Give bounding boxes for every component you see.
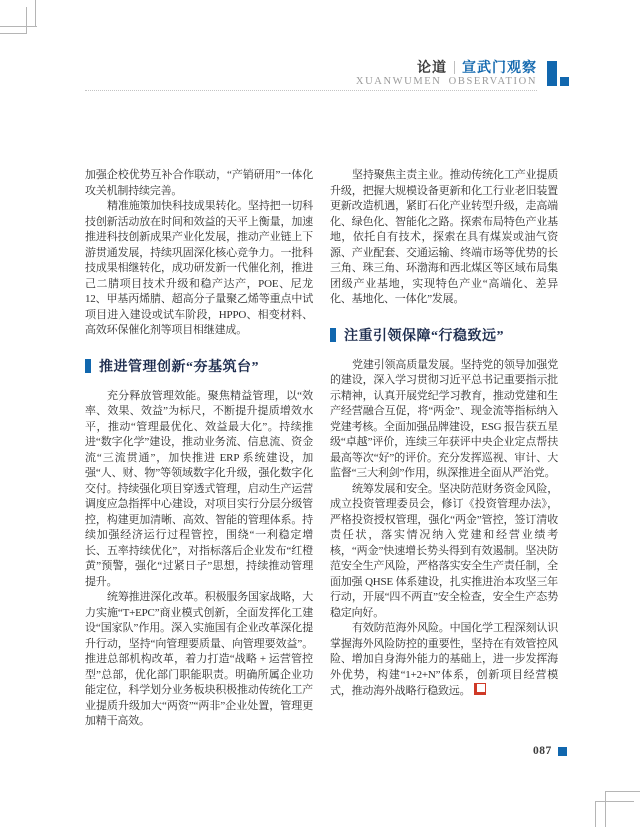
paragraph-tech-transfer: 精准施策加快科技成果转化。坚持把一切科技创新活动放在时间和效益的天平上衡量，加速推进科技创新成果产业化发展，推动产业链上下游贯通发展，持续巩固深化核心竞争力。一批科技成果相继转化，成功研发新一代催化剂，推进己二腈项目技术升级和稳产达产，POE、尼龙 12、甲基丙烯腈、超高分子量聚乙烯等重点中试项目进入建设或试车阶段，HPPO、相变材料、高效环保催化剂等项目相继建成。 xyxy=(85,200,313,336)
header-section-label: 论道 xyxy=(417,61,447,76)
paragraph-reform: 统筹推进深化改革。积极服务国家战略，大力实施“T+EPC”商业模式创新，全面发挥化工建设“国家队”作用。深入实施国有企业改革深化提升行动，坚持“向管理要质量、向管理要效益”。推进总部机构改革，着力打造“战略 + 运营管控型”总部，优化部门职能职责。明确所属企业功能定位，科学划分业务板块积极推动传统化工产业提质升级加大“两资”“两非”企业处置，管理更加精干高效。 xyxy=(85,591,313,727)
paragraph-continuation: 加强企校优势互补合作联动，“产销研用”一体化攻关机制持续完善。 xyxy=(85,169,313,197)
header-accent-bar xyxy=(547,61,557,86)
article-end-icon xyxy=(474,683,486,695)
section-heading-management xyxy=(85,356,313,376)
heading-marker-icon xyxy=(85,359,91,373)
footer-accent-square-icon xyxy=(558,747,567,756)
page-footer xyxy=(533,745,567,757)
corner-decoration-bottom-right xyxy=(605,791,640,792)
corner-decoration-top-left xyxy=(0,26,37,27)
right-text-column xyxy=(330,168,558,700)
paragraph-party-building: 党建引领高质量发展。坚持党的领导加强党的建设，深入学习贯彻习近平总书记重要指示批示精神，认真开展党纪学习教育，推动党建和生产经营融合互促，将“两金”、现金流等指标纳入党建考核。全面加强品牌建设，ESG 报告获五星级“卓越”评价，连续三年获评中央企业定点帮扶最高等次“好”的评价。充分发挥巡视、审计、大监督“三大利剑”作用，纵深推进全面从严治党。 xyxy=(330,358,558,479)
heading-marker-icon xyxy=(330,328,336,342)
section-heading-text: 注重引领保障“行稳致远” xyxy=(344,328,504,344)
corner-decoration-bottom-right xyxy=(595,801,634,802)
corner-decoration-bottom-right xyxy=(605,791,606,827)
paragraph-efficiency: 充分释放管理效能。聚焦精益管理，以“效率、效果、效益”为标尺，不断提升提质增效水平，推动“管理最优化、效益最大化”。持续推进“数字化学”建设，推动业务流、信息流、资金流“三流贯通”，加快推进 ERP 系统建设，加强“人、财、物”等领域数字化升级，强化数字化交付。持续强化项目穿透式管理，启动生产运营调度应急指挥中心建设，对项目实行分层分级管控，构建更加清晰、高效、智能的管理体系。持续加强经济运行过程管控，围绕“一利稳定增长、五率持续优化”，对指标落后企业发布“红橙黄”预警，强化“过紧日子”思想，持续推动管理提升。 xyxy=(85,389,313,588)
header-title-english: XUANWUMEN OBSERVATION xyxy=(355,76,537,87)
corner-decoration-bottom-right xyxy=(595,801,596,827)
title-divider xyxy=(454,61,455,74)
section-heading-guidance xyxy=(330,325,558,345)
header-dotted-rule xyxy=(85,90,537,91)
header-accent-square xyxy=(560,77,569,86)
corner-decoration-top-left xyxy=(0,33,27,34)
left-text-column xyxy=(85,168,313,730)
corner-decoration-top-left xyxy=(26,7,27,34)
page-number: 087 xyxy=(533,745,552,757)
header-column-title: 宣武门观察 xyxy=(462,61,537,76)
corner-decoration-top-left xyxy=(35,0,36,27)
paragraph-overseas-text: 有效防范海外风险。中国化学工程深刻认识掌握海外风险防控的重要性，坚持在有效管控风险、增加自身海外能力的基础上，进一步发挥海外优势，构建“1+2+N”体系，创新项目经营模式，推动海外战略行稳致远。 xyxy=(330,622,558,697)
paragraph-main-business: 坚持聚焦主责主业。推动传统化工产业提质升级，把握大规模设备更新和化工行业老旧装置更新改造机遇，紧盯石化产业转型升级，走高端化、绿色化、智能化之路。探索布局特色产业基地，依托自有技术，探索在具有煤炭或油气资源、产业配套、交通运输、终端市场等优势的长三角、珠三角、环渤海和西北煤区等区域布局集团级产业基地，实现特色产业“高端化、差异化、基地化、一体化”发展。 xyxy=(330,169,558,305)
section-heading-text: 推进管理创新“夯基筑台” xyxy=(99,359,259,375)
paragraph-overseas xyxy=(330,621,558,700)
header-title-row xyxy=(417,57,537,77)
paragraph-safety: 统筹发展和安全。坚决防范财务资金风险，成立投资管理委员会，修订《投资管理办法》，严格投资授权管理，强化“两金”管控，签订清收责任状，落实情况纳入党建和经营业绩考核，“两金”快速增长势头得到有效遏制。坚决防范安全生产风险，严格落实安全生产责任制，全面加强 QHSE 体系建设，扎实推进治本攻坚三年行动，开展“四不两直”安全检查，安全生产态势稳定向好。 xyxy=(330,482,558,619)
